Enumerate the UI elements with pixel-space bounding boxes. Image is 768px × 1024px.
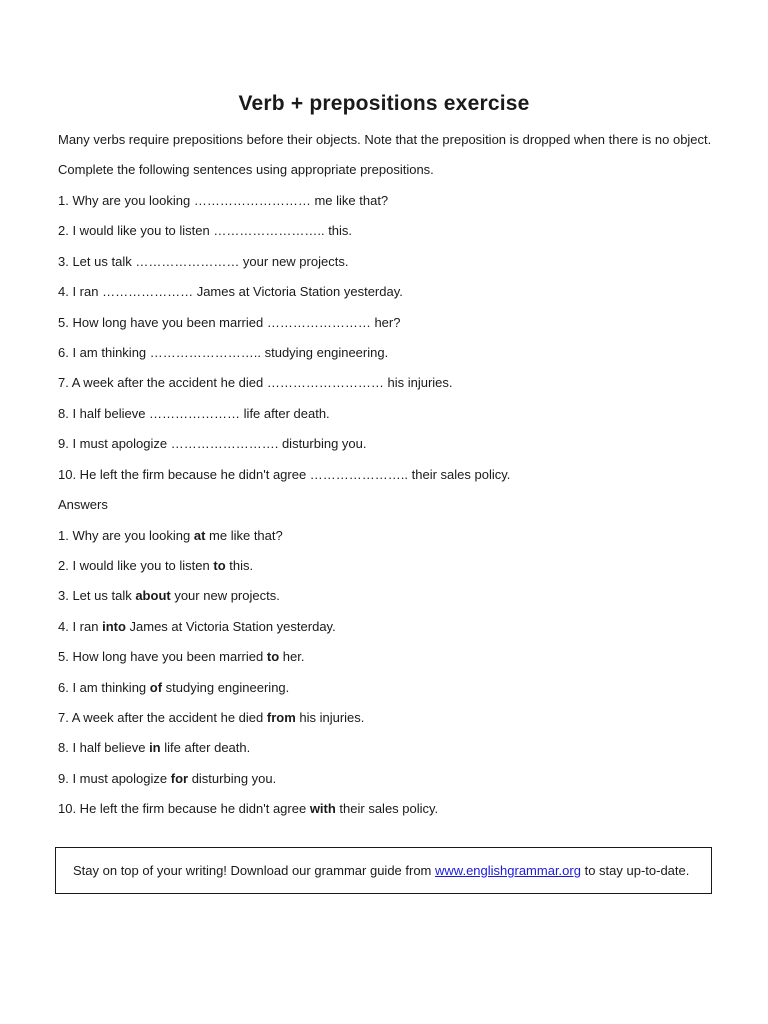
answer-item bbox=[58, 680, 289, 696]
footer-text-before: Stay on top of your writing! Download our grammar guide from bbox=[73, 863, 436, 878]
answer-word: in bbox=[149, 740, 161, 755]
answer-before: 1. Why are you looking bbox=[58, 528, 194, 543]
exercise-item: 4. I ran ………………… James at Victoria Station yesterday. bbox=[58, 284, 403, 299]
grammar-guide-link[interactable]: www.englishgrammar.org bbox=[435, 863, 581, 878]
answer-before: 10. He left the firm because he didn't agree bbox=[58, 801, 310, 816]
footer-notice-box bbox=[55, 847, 712, 894]
answer-after: her. bbox=[279, 649, 305, 664]
answer-before: 4. I ran bbox=[58, 619, 103, 634]
answer-after: his injuries. bbox=[295, 710, 365, 725]
answer-word: with bbox=[309, 801, 336, 816]
answer-item bbox=[58, 710, 364, 726]
exercise-item: 9. I must apologize ……………………. disturbing you. bbox=[58, 436, 367, 451]
page-title: Verb + prepositions exercise bbox=[238, 92, 530, 115]
footer-notice bbox=[73, 863, 689, 879]
exercise-item: 10. He left the firm because he didn't agree ………………….. their sales policy. bbox=[58, 467, 511, 482]
answer-item bbox=[58, 649, 304, 665]
exercise-item: 8. I half believe ………………… life after death. bbox=[58, 406, 330, 421]
answer-word: from bbox=[266, 710, 296, 725]
exercise-item: 5. How long have you been married …………………… her? bbox=[58, 315, 401, 330]
answer-after: studying engineering. bbox=[162, 680, 290, 695]
answer-before: 5. How long have you been married bbox=[58, 649, 267, 664]
answer-word: at bbox=[193, 528, 206, 543]
answer-word: into bbox=[102, 619, 126, 634]
exercise-item: 6. I am thinking …………………….. studying engineering. bbox=[58, 345, 389, 360]
answer-item bbox=[58, 740, 250, 756]
answer-after: your new projects. bbox=[170, 588, 280, 603]
answer-before: 7. A week after the accident he died bbox=[58, 710, 267, 725]
answers-heading: Answers bbox=[58, 497, 108, 512]
answer-before: 9. I must apologize bbox=[58, 771, 171, 786]
exercise-item: 3. Let us talk …………………… your new projects. bbox=[58, 254, 349, 269]
answer-word: to bbox=[213, 558, 226, 573]
answer-before: 8. I half believe bbox=[58, 740, 150, 755]
answer-item bbox=[58, 801, 438, 817]
answer-before: 2. I would like you to listen bbox=[58, 558, 214, 573]
answer-item bbox=[58, 588, 280, 604]
answer-after: disturbing you. bbox=[188, 771, 277, 786]
exercise-item: 7. A week after the accident he died ……………………… his injuries. bbox=[58, 375, 453, 390]
instruction-text: Complete the following sentences using appropriate prepositions. bbox=[58, 162, 434, 177]
answer-item bbox=[58, 558, 253, 574]
answer-item bbox=[58, 528, 283, 544]
intro-text: Many verbs require prepositions before their objects. Note that the preposition is dropped when there is no object. bbox=[58, 132, 712, 147]
answer-before: 6. I am thinking bbox=[58, 680, 150, 695]
answer-after: me like that? bbox=[205, 528, 283, 543]
answer-item bbox=[58, 619, 336, 635]
answer-after: James at Victoria Station yesterday. bbox=[125, 619, 336, 634]
exercise-item: 1. Why are you looking ……………………… me like that? bbox=[58, 193, 389, 208]
answer-word: about bbox=[135, 588, 171, 603]
answer-word: to bbox=[266, 649, 280, 664]
answer-item bbox=[58, 771, 276, 787]
exercise-item: 2. I would like you to listen …………………….. this. bbox=[58, 223, 353, 238]
answer-after: their sales policy. bbox=[335, 801, 439, 816]
answer-after: life after death. bbox=[160, 740, 251, 755]
answer-word: of bbox=[149, 680, 163, 695]
footer-text-after: to stay up-to-date. bbox=[580, 863, 690, 878]
answer-word: for bbox=[170, 771, 189, 786]
answer-before: 3. Let us talk bbox=[58, 588, 136, 603]
answer-after: this. bbox=[225, 558, 254, 573]
